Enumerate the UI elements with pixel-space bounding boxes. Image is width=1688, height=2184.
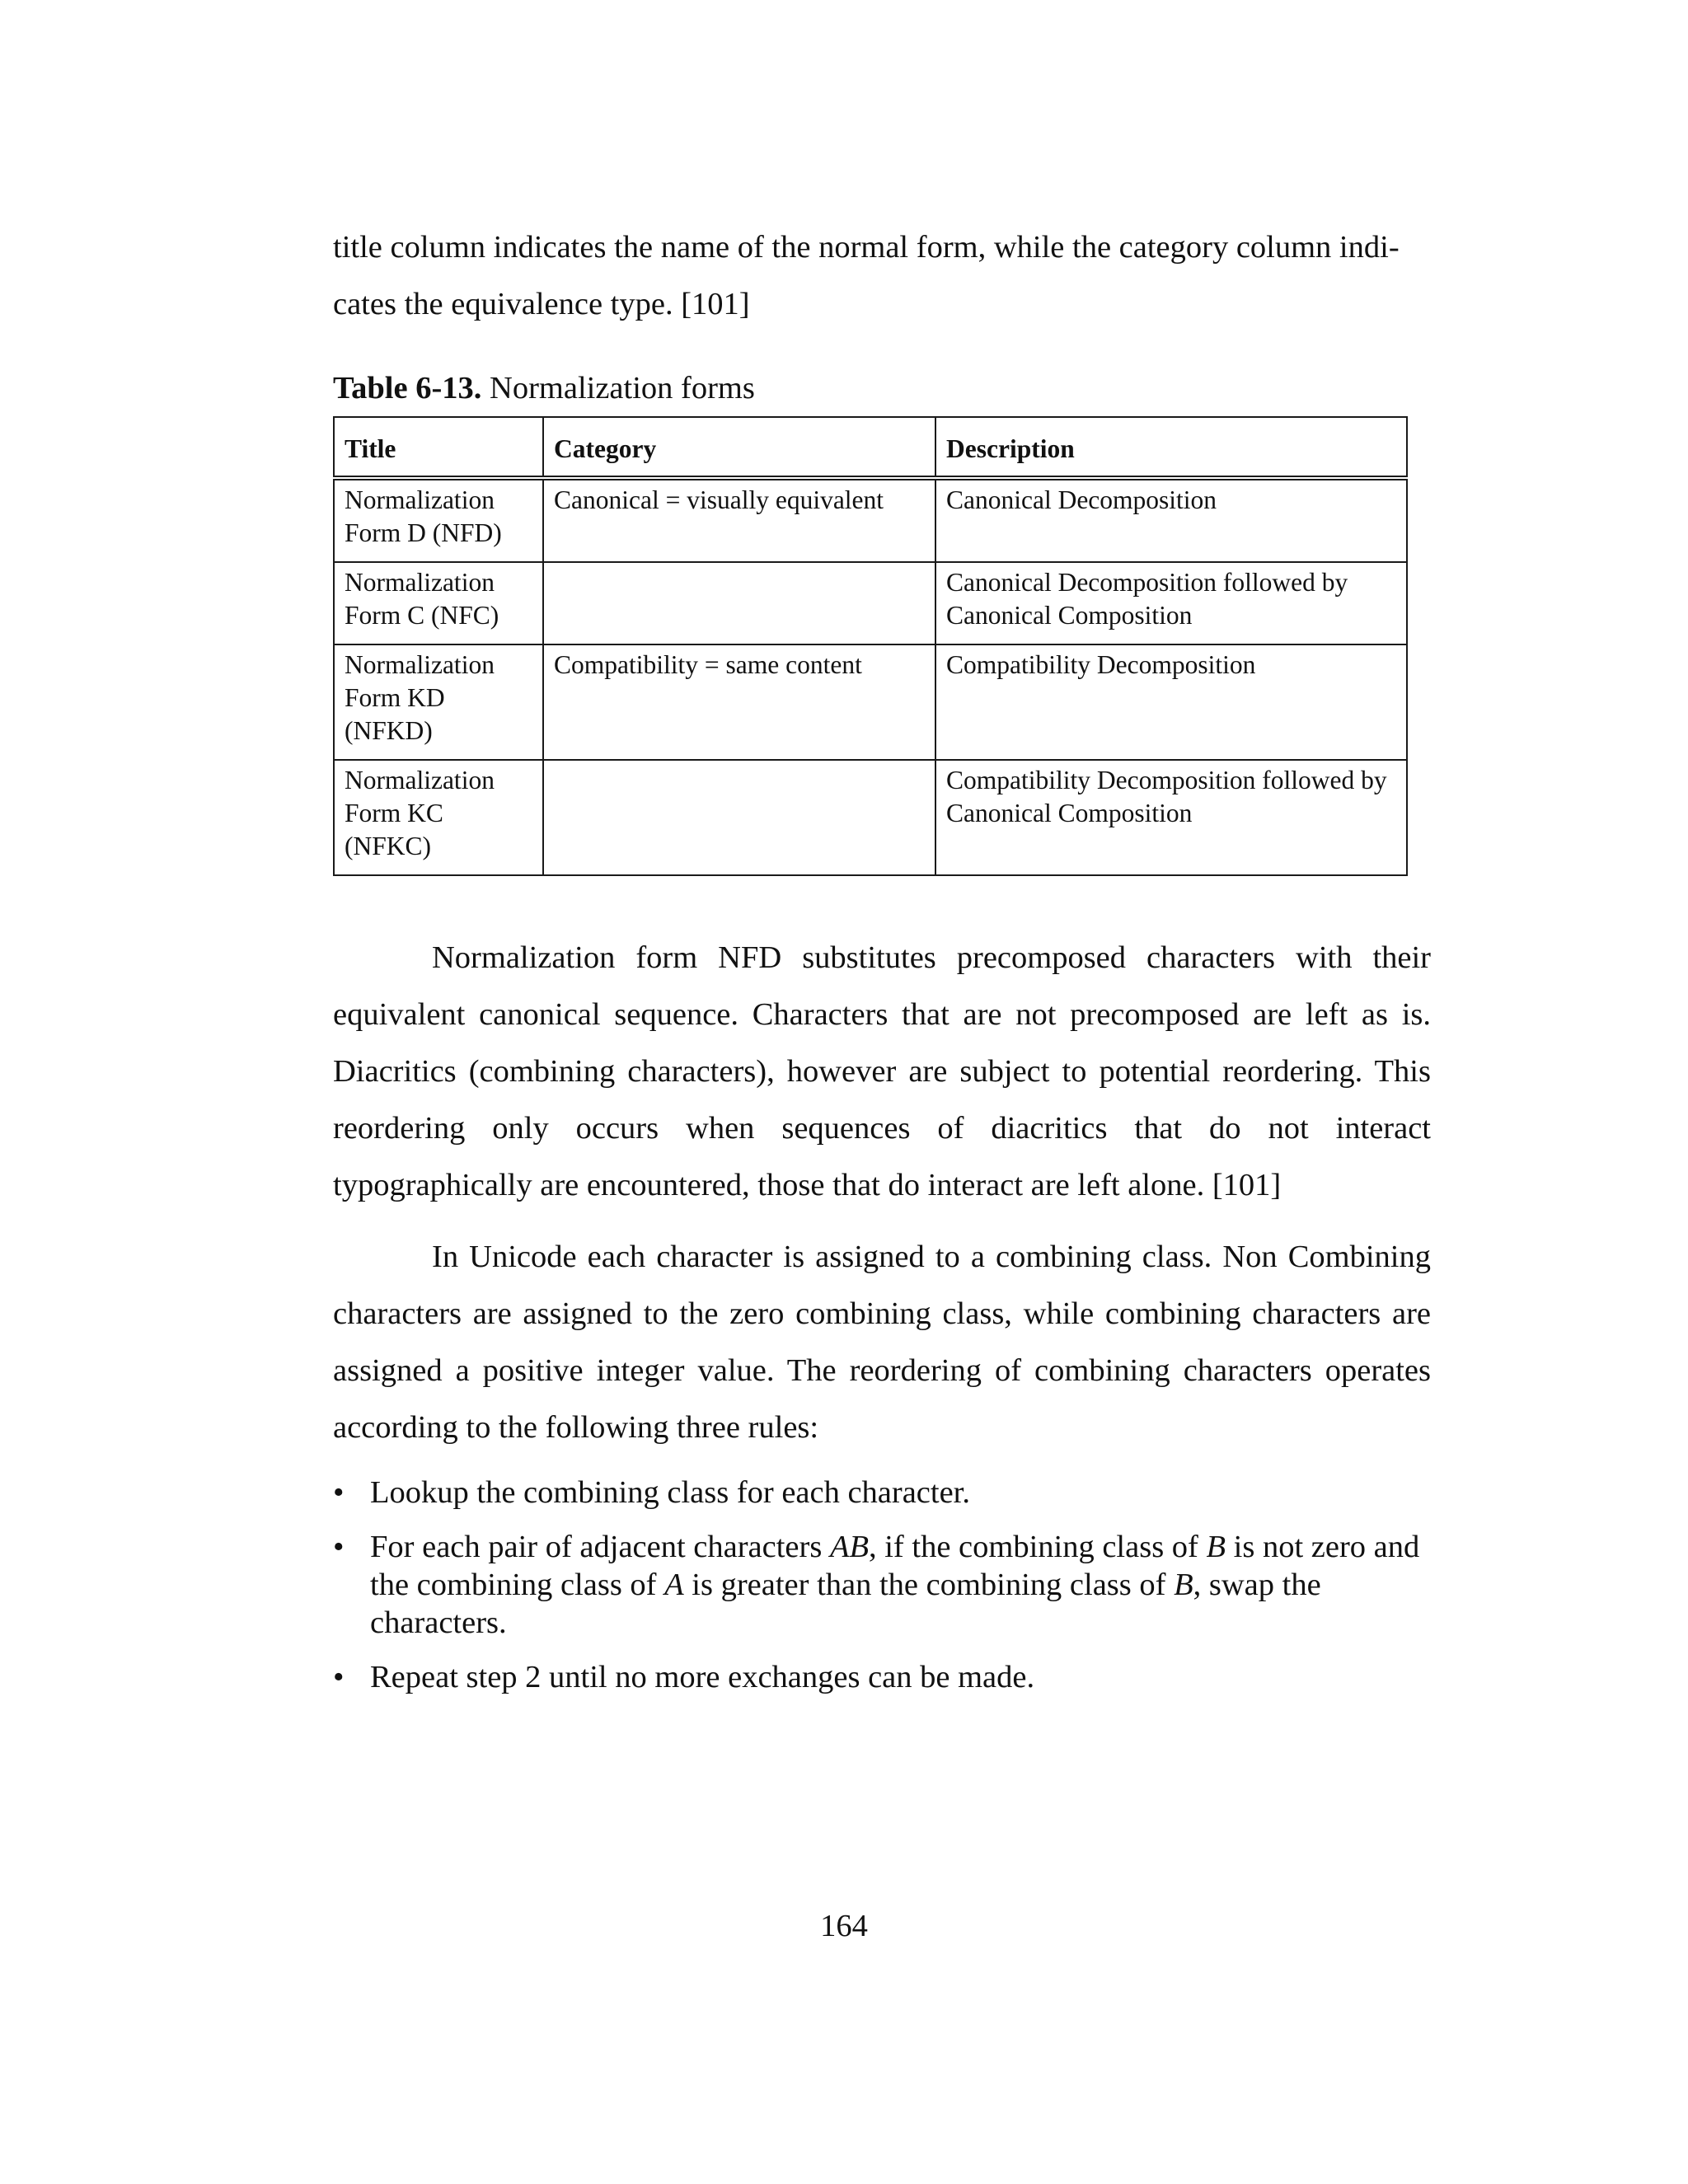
cell-title bbox=[334, 478, 543, 562]
cell-category bbox=[543, 760, 935, 875]
bullet: • bbox=[333, 1660, 345, 1694]
intro-line-2: cates the equivalence type. [101] bbox=[333, 287, 750, 321]
table-caption bbox=[333, 368, 755, 409]
header-category: Category bbox=[543, 417, 935, 478]
rule-text: Lookup the combining class for each character. bbox=[370, 1475, 971, 1510]
cell-description bbox=[935, 644, 1407, 760]
cell-title-line: Normalization bbox=[345, 568, 495, 597]
cell-category bbox=[543, 644, 935, 760]
cell-title-line: Form KC bbox=[345, 799, 443, 827]
cell-category bbox=[543, 562, 935, 644]
cell-title-line: Normalization bbox=[345, 650, 495, 679]
bullet: • bbox=[333, 1530, 345, 1564]
rule-text: Repeat step 2 until no more exchanges can be made. bbox=[370, 1660, 1035, 1694]
rule-text-part: is not zero and the combining class of bbox=[370, 1530, 1420, 1602]
cell-title-line: Form C (NFC) bbox=[345, 601, 499, 630]
cell-title-line: (NFKC) bbox=[345, 832, 432, 860]
cell-description-line: Canonical Decomposition followed by bbox=[946, 568, 1348, 597]
cell-title bbox=[334, 644, 543, 760]
cell-title bbox=[334, 562, 543, 644]
normalization-forms-table bbox=[333, 416, 1408, 876]
variable-ab: AB bbox=[829, 1530, 869, 1564]
cell-description-line: Canonical Composition bbox=[946, 601, 1193, 630]
cell-title-line: Form D (NFD) bbox=[345, 518, 502, 547]
cell-description-line: Canonical Decomposition bbox=[946, 485, 1217, 514]
cell-description bbox=[935, 478, 1407, 562]
cell-category-text: Compatibility = same content bbox=[554, 650, 862, 679]
table-caption-label: Table 6-13. bbox=[333, 371, 482, 405]
list-item bbox=[333, 1528, 1431, 1642]
bullet: • bbox=[333, 1475, 345, 1510]
reordering-rules-list bbox=[333, 1474, 1431, 1713]
table-header-row bbox=[334, 417, 1407, 478]
rule-text-part: is greater than the combining class of bbox=[683, 1568, 1175, 1602]
cell-title-line: (NFKD) bbox=[345, 716, 433, 745]
list-item bbox=[333, 1474, 1431, 1511]
cell-description-line: Compatibility Decomposition followed by bbox=[946, 766, 1387, 794]
cell-category-text: Canonical = visually equivalent bbox=[554, 485, 884, 514]
header-description: Description bbox=[935, 417, 1407, 478]
table-row bbox=[334, 644, 1407, 760]
table-caption-text: Normalization forms bbox=[490, 371, 755, 405]
cell-description-line: Compatibility Decomposition bbox=[946, 650, 1256, 679]
intro-line-1: title column indicates the name of the normal form, while the category column indi- bbox=[333, 230, 1400, 265]
intro-paragraph bbox=[333, 219, 1431, 333]
page-number: 164 bbox=[820, 1909, 868, 1943]
cell-category bbox=[543, 478, 935, 562]
cell-description-line: Canonical Composition bbox=[946, 799, 1193, 827]
variable-b: B bbox=[1174, 1568, 1193, 1602]
cell-title-line: Form KD bbox=[345, 683, 445, 712]
variable-a: A bbox=[664, 1568, 684, 1602]
rule-text-part: For each pair of adjacent characters bbox=[370, 1530, 830, 1564]
table-row bbox=[334, 562, 1407, 644]
rule-text-part: , if the combining class of bbox=[868, 1530, 1207, 1564]
rule-text-part: , swap the characters. bbox=[370, 1568, 1321, 1640]
variable-b: B bbox=[1206, 1530, 1226, 1564]
nfd-paragraph: Normalization form NFD substitutes precomposed characters with their equivalent canonical sequence. Characters that are not precomposed are left as is. Diacritics (combining characters), however are subject to potential reordering. This reordering only occurs when sequences of diacritics that do not interact typographically are encountered, those that do interact are left alone. [101] bbox=[333, 940, 1431, 1202]
cell-title bbox=[334, 760, 543, 875]
cell-description bbox=[935, 760, 1407, 875]
cell-title-line: Normalization bbox=[345, 485, 495, 514]
combining-class-paragraph: In Unicode each character is assigned to a combining class. Non Combining characters are assigned to the zero combining class, while combining characters are assigned a positive integer value. The reordering of combining characters operates according to the following three rules: bbox=[333, 1240, 1431, 1445]
cell-description bbox=[935, 562, 1407, 644]
table-row bbox=[334, 760, 1407, 875]
list-item bbox=[333, 1658, 1431, 1696]
table-row bbox=[334, 478, 1407, 562]
rule-text bbox=[370, 1530, 1419, 1640]
cell-title-line: Normalization bbox=[345, 766, 495, 794]
header-title: Title bbox=[334, 417, 543, 478]
